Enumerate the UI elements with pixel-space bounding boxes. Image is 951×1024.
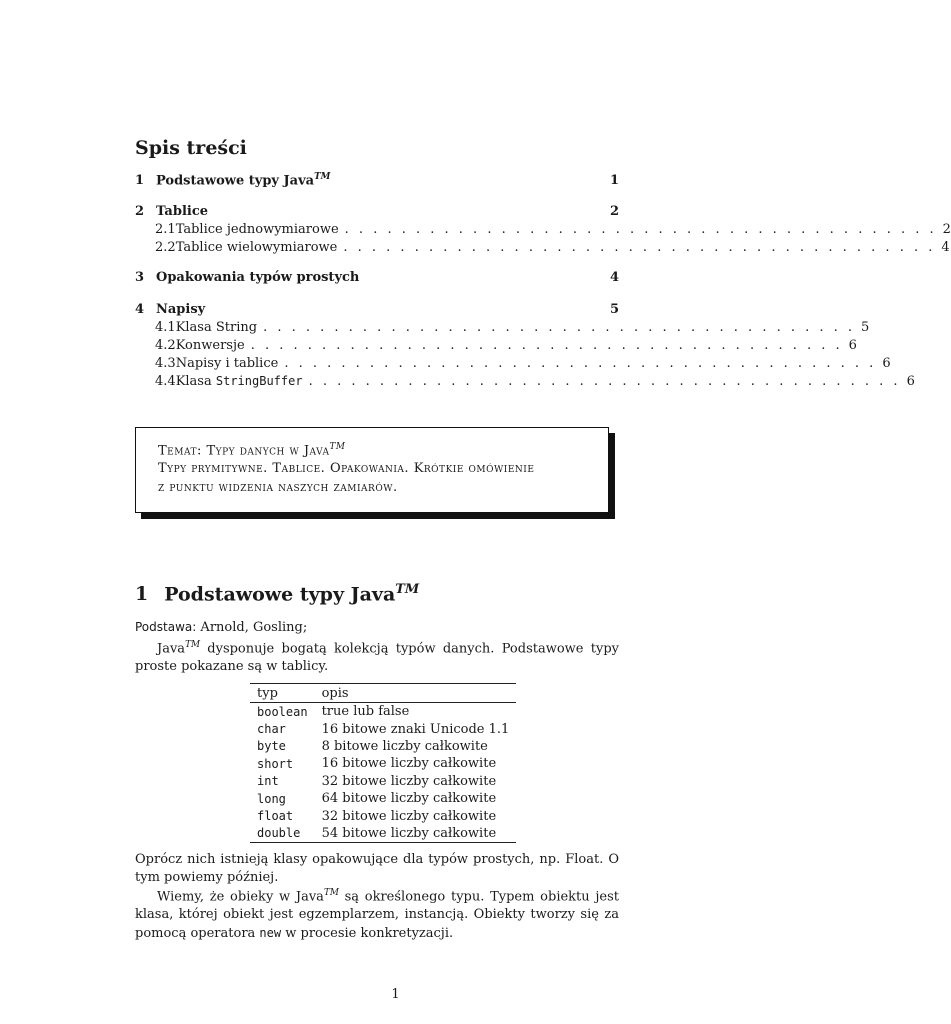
primitive-types-table [250, 683, 516, 843]
toc-subsection-4-3[interactable] [155, 356, 891, 374]
toc-subsection-number: 2.1 [155, 222, 176, 237]
toc-section-label: Tablice [156, 204, 209, 219]
toc-subsection-page: 5 [861, 320, 870, 335]
type-cell: float [257, 809, 294, 824]
type-cell: short [257, 756, 294, 771]
toc-subsection-4-2[interactable] [155, 338, 857, 356]
toc-subsection-number: 4.3 [155, 356, 176, 371]
paragraph-2: Oprócz nich istnieją klasy opakowujące dla typów prostych, np. Float. O tym powiemy później. [135, 852, 619, 885]
toc-subsection-number: 4.1 [155, 320, 176, 335]
toc-leader-dots: . . . . . . . . . . . . . . . . . . . . . . . . . . . . . . . . . . . . . . . . . . [308, 374, 901, 389]
paragraph-1: Java™ dysponuje bogatą kolekcją typów danych. Podstawowe typy proste pokazane są w tablicy. [135, 640, 619, 675]
table-row [250, 790, 516, 807]
toc-subsection-label: Konwersje [175, 338, 245, 353]
table-header-row [250, 684, 516, 703]
toc-subsection-page: 6 [882, 356, 891, 371]
toc-subsection-4-4[interactable] [155, 374, 915, 392]
toc-subsection-number: 4.2 [155, 338, 176, 353]
type-cell: double [250, 825, 315, 843]
toc-subsection-page: 4 [941, 240, 950, 255]
paragraph-3: Wiemy, że obieky w Java™ są określonego typu. Typem obiektu jest klasa, której obiekt jest egzemplarzem, instancją. Obiekty tworzy się za pomocą operatora new w procesie konkretyzacji. [135, 888, 619, 942]
desc-cell: 32 bitowe liczby całkowite [321, 808, 497, 824]
topic-line-2: Typy prymitywne. Tablice. Opakowania. Krótkie omówienie [158, 461, 535, 476]
table-row [250, 773, 516, 790]
table-header-typ: typ [250, 684, 315, 703]
toc-subsection-label: Tablice wielowymiarowe [175, 240, 338, 255]
toc-section-label: Opakowania typów prostych [156, 270, 360, 285]
toc-section-number: 2 [135, 204, 145, 219]
toc-section-3[interactable] [135, 270, 619, 290]
toc-subsection-label: Napisy i tablice [175, 356, 279, 371]
table-row [250, 807, 516, 824]
desc-cell: 32 bitowe liczby całkowite [321, 773, 497, 789]
toc-section-2[interactable] [135, 204, 619, 224]
desc-cell: 16 bitowe znaki Unicode 1.1 [321, 721, 510, 737]
type-cell: boolean [257, 704, 308, 719]
toc-subsection-page: 2 [942, 222, 951, 237]
type-cell: byte [257, 739, 286, 754]
toc-leader-dots: . . . . . . . . . . . . . . . . . . . . . . . . . . . . . . . . . . . . . . . . . . [250, 338, 843, 353]
page-number: 1 [391, 987, 400, 1002]
section-1-heading: 1 Podstawowe typy Java™ [135, 582, 420, 606]
table-row [250, 825, 516, 843]
desc-cell: 54 bitowe liczby całkowite [315, 825, 517, 843]
toc-subsection-page: 6 [848, 338, 857, 353]
toc-leader-dots: . . . . . . . . . . . . . . . . . . . . . . . . . . . . . . . . . . . . . . . . . . [344, 222, 937, 237]
topic-line-3: z punktu widzenia naszych zamiarów. [158, 480, 398, 495]
toc-section-1[interactable] [135, 172, 619, 192]
toc-section-page: 2 [609, 204, 619, 219]
toc-section-4[interactable] [135, 302, 619, 322]
toc-title: Spis treści [135, 137, 247, 159]
table-row [250, 703, 516, 721]
table-header-opis: opis [315, 684, 517, 703]
toc-section-page: 4 [609, 270, 619, 285]
toc-section-number: 1 [135, 173, 145, 189]
type-cell: char [257, 722, 286, 737]
toc-leader-dots: . . . . . . . . . . . . . . . . . . . . . . . . . . . . . . . . . . . . . . . . . . [284, 356, 877, 371]
toc-subsection-label: Klasa StringBuffer [175, 374, 303, 389]
desc-cell: 8 bitowe liczby całkowite [321, 738, 488, 754]
toc-subsection-page: 6 [906, 374, 915, 389]
source-line: Podstawa: Arnold, Gosling; [135, 620, 308, 635]
topic-line-1: Temat: Typy danych w Java™ [158, 442, 346, 459]
toc-leader-dots: . . . . . . . . . . . . . . . . . . . . . . . . . . . . . . . . . . . . . . . . . . [263, 320, 856, 335]
toc-section-page: 5 [609, 302, 619, 317]
toc-section-label: Podstawowe typy Java™ [156, 172, 331, 189]
type-cell: int [257, 774, 279, 789]
toc-subsection-label: Tablice jednowymiarowe [175, 222, 339, 237]
table-row [250, 755, 516, 772]
desc-cell: 64 bitowe liczby całkowite [321, 791, 497, 807]
toc-section-label: Napisy [156, 302, 206, 317]
toc-subsection-2-2[interactable] [155, 240, 950, 258]
desc-cell: true lub false [321, 704, 410, 720]
desc-cell: 16 bitowe liczby całkowite [321, 756, 497, 772]
table-row [250, 738, 516, 755]
toc-subsection-number: 4.4 [155, 374, 176, 389]
toc-section-number: 3 [135, 270, 145, 285]
toc-section-number: 4 [135, 302, 145, 317]
toc-subsection-2-1[interactable] [155, 222, 951, 240]
toc-subsection-number: 2.2 [155, 240, 176, 255]
type-cell: long [257, 791, 286, 806]
toc-subsection-label: Klasa String [175, 320, 258, 335]
toc-subsection-4-1[interactable] [155, 320, 870, 338]
toc-section-page: 1 [609, 173, 619, 189]
toc-leader-dots: . . . . . . . . . . . . . . . . . . . . . . . . . . . . . . . . . . . . . . . . . . [343, 240, 936, 255]
table-row [250, 720, 516, 737]
topic-box [135, 427, 609, 513]
